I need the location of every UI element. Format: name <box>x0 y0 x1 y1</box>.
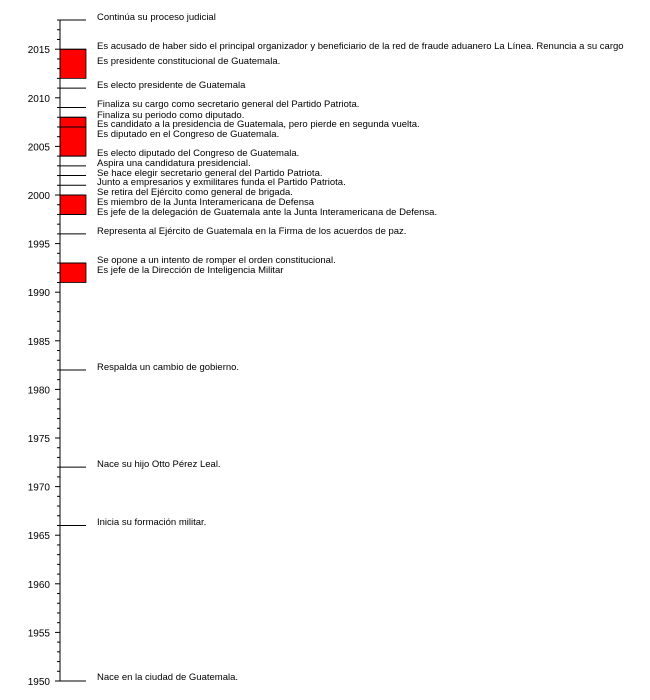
event-label: Es candidato a la presidencia de Guatemala, pero pierde en segunda vuelta. <box>97 119 420 130</box>
year-label: 1975 <box>27 434 50 445</box>
event-label: Junto a empresarios y exmilitares funda el Partido Patriota. <box>97 177 346 188</box>
event-label: Es acusado de haber sido el principal organizador y beneficiario de la red de fraude aduanero La Línea. Renuncia a su cargo <box>97 41 624 52</box>
year-label: 1950 <box>27 677 50 688</box>
event-label: Se opone a un intento de romper el orden constitucional. <box>97 255 336 266</box>
year-label: 1995 <box>27 239 50 251</box>
event-label: Respalda un cambio de gobierno. <box>97 362 240 373</box>
event-label: Es electo presidente de Guatemala <box>97 80 246 91</box>
year-label: 1990 <box>27 288 50 300</box>
year-label: 1960 <box>27 579 50 591</box>
year-label: 2010 <box>27 93 50 105</box>
event-label: Representa al Ejército de Guatemala en la Firma de los acuerdos de paz. <box>97 226 407 237</box>
event-label: Es diputado en el Congreso de Guatemala. <box>97 129 280 140</box>
year-label: 1980 <box>27 385 50 397</box>
event-label: Finaliza su periodo como diputado. <box>97 110 245 121</box>
event-label: Inicia su formación militar. <box>97 517 207 528</box>
year-label: 1965 <box>27 531 50 543</box>
event-label: Es jefe de la delegación de Guatemala ante la Junta Interamericana de Defensa. <box>97 207 438 218</box>
year-label: 2005 <box>27 142 50 154</box>
year-label: 2015 <box>27 45 50 57</box>
timeline-axis <box>28 20 60 688</box>
event-label: Nace su hijo Otto Pérez Leal. <box>97 459 221 470</box>
event-list <box>60 12 624 683</box>
event-label: Es jefe de la Dirección de Inteligencia Militar <box>97 265 284 276</box>
year-label: 1970 <box>27 482 50 494</box>
event-label: Es presidente constitucional de Guatemala. <box>97 56 281 67</box>
period-bar-1 <box>60 195 86 214</box>
year-label: 1955 <box>27 628 50 640</box>
period-bar-3 <box>60 49 86 78</box>
period-bar-2 <box>60 117 86 156</box>
event-label: Es miembro de la Junta Interamericana de Defensa <box>97 197 315 208</box>
event-label: Continúa su proceso judicial <box>97 12 216 23</box>
event-label: Nace en la ciudad de Guatemala. <box>97 672 239 683</box>
event-label: Aspira una candidatura presidencial. <box>97 158 251 169</box>
event-label: Es electo diputado del Congreso de Guatemala. <box>97 148 300 159</box>
event-label: Finaliza su cargo como secretario general del Partido Patriota. <box>97 99 360 110</box>
year-label: 1985 <box>27 336 50 348</box>
year-label: 2000 <box>27 191 50 202</box>
event-label: Se retira del Ejército como general de brigada. <box>97 187 293 198</box>
period-bar-0 <box>60 263 86 282</box>
event-label: Se hace elegir secretario general del Partido Patriota. <box>97 168 323 179</box>
